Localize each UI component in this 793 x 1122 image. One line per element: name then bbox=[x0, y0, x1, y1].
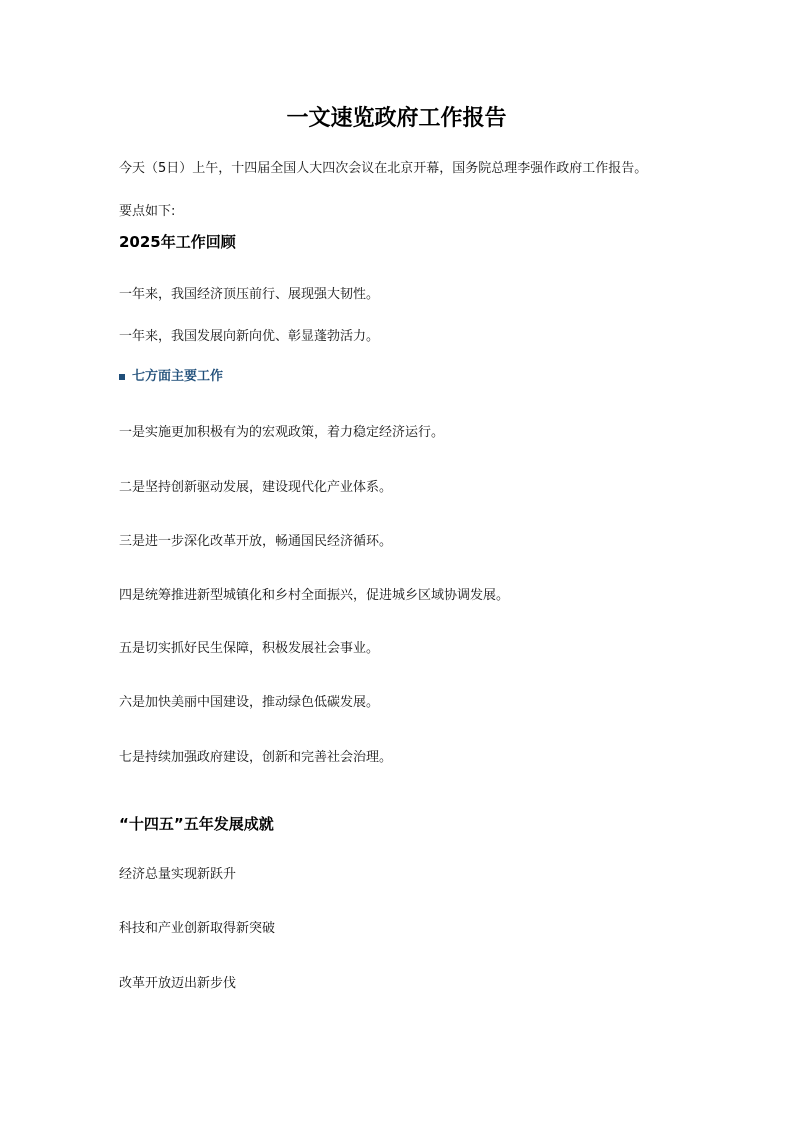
seven-areas-item: 一是实施更加积极有为的宏观政策，着力稳定经济运行。 bbox=[119, 425, 445, 440]
document-title: 一文速览政府工作报告 bbox=[286, 106, 507, 131]
seven-areas-item: 六是加快美丽中国建设，推动绿色低碳发展。 bbox=[119, 695, 380, 710]
five-year-heading: “十四五”五年发展成就 bbox=[119, 815, 274, 833]
seven-areas-item: 五是切实抓好民生保障，积极发展社会事业。 bbox=[119, 641, 380, 656]
review-item: 一年来，我国发展向新向优、彰显蓬勃活力。 bbox=[119, 329, 380, 344]
seven-areas-item: 二是坚持创新驱动发展，建设现代化产业体系。 bbox=[119, 480, 393, 495]
five-year-item: 经济总量实现新跃升 bbox=[119, 867, 237, 882]
intro-paragraph: 今天（5日）上午，十四届全国人大四次会议在北京开幕，国务院总理李强作政府工作报告。 bbox=[119, 161, 648, 176]
seven-areas-heading-label: 七方面主要工作 bbox=[132, 369, 224, 384]
review-item: 一年来，我国经济顶压前行、展现强大韧性。 bbox=[119, 287, 380, 302]
review-heading: 2025年工作回顾 bbox=[119, 233, 236, 251]
seven-areas-heading bbox=[119, 368, 223, 386]
seven-areas-item: 七是持续加强政府建设，创新和完善社会治理。 bbox=[119, 750, 393, 765]
five-year-item: 科技和产业创新取得新突破 bbox=[119, 921, 276, 936]
five-year-item: 改革开放迈出新步伐 bbox=[119, 976, 237, 991]
square-bullet-icon bbox=[119, 374, 125, 380]
key-points-label: 要点如下: bbox=[119, 204, 176, 219]
seven-areas-item: 四是统筹推进新型城镇化和乡村全面振兴，促进城乡区域协调发展。 bbox=[119, 588, 510, 603]
seven-areas-item: 三是进一步深化改革开放，畅通国民经济循环。 bbox=[119, 534, 393, 549]
